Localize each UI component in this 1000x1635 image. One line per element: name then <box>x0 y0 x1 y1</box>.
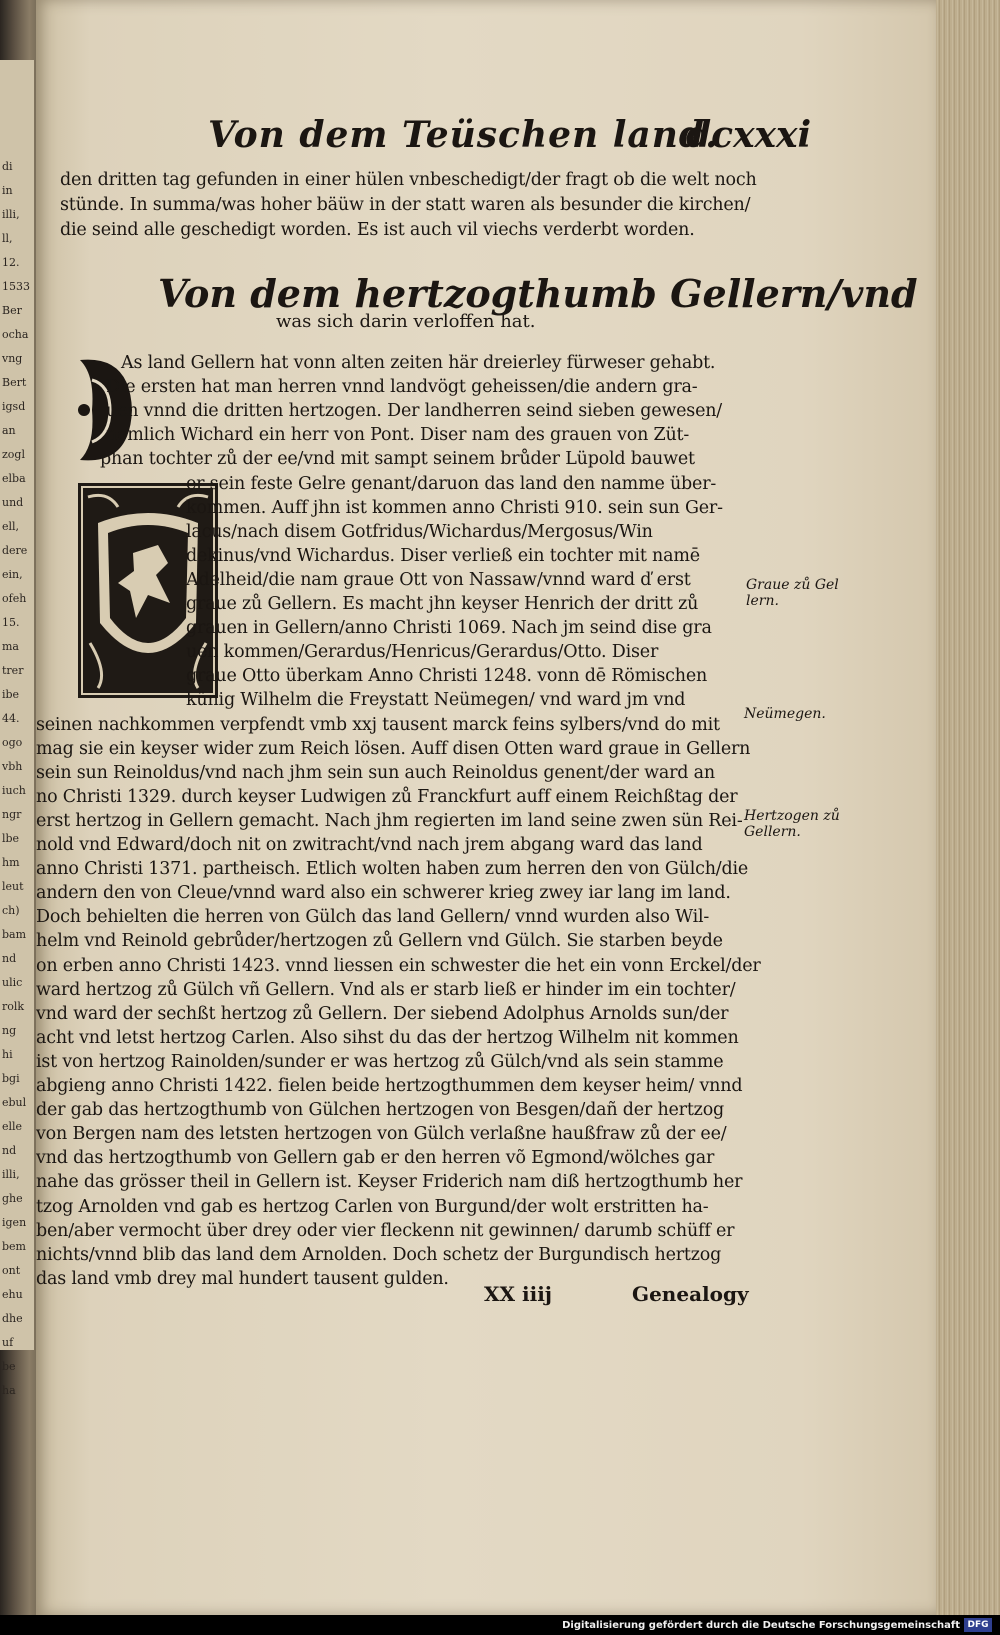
body-line: nichts/vnnd blib das land dem Arnolden. Doch schetz der Burgundisch hertzog <box>36 1244 722 1265</box>
facing-page-fragment: vng <box>2 352 23 365</box>
facing-page-fragment: ehu <box>2 1288 23 1301</box>
body-line: grauen in Gellern/anno Christi 1069. Nach jm seind dise gra <box>186 618 712 639</box>
facing-page-fragment: 12. <box>2 256 20 269</box>
facing-page-fragment: trer <box>2 664 24 677</box>
intro-line: den dritten tag gefunden in einer hülen vnbeschedigt/der fragt ob die welt noch <box>60 170 757 190</box>
facing-page-fragment: leut <box>2 880 24 893</box>
body-line: vnd ward der sechßt hertzog zů Gellern. Der siebend Adolphus Arnolds sun/der <box>36 1003 729 1024</box>
body-line: graue zů Gellern. Es macht jhn keyser Henrich der dritt zů <box>186 594 699 614</box>
facing-page-fragment: Ber <box>2 304 22 317</box>
facing-page-fragment: elba <box>2 472 26 485</box>
facing-page-fragment: ebul <box>2 1096 27 1109</box>
facing-page-fragment: lbe <box>2 832 20 845</box>
body-line: tzog Arnolden vnd gab es hertzog Carlen von Burgund/der wolt erstritten ha- <box>36 1196 709 1217</box>
facing-page-fragment: dhe <box>2 1312 23 1325</box>
facing-page-fragment: dere <box>2 544 28 557</box>
facing-page-fragment: di <box>2 160 13 173</box>
body-line: dekinus/vnd Wichardus. Diser verließ ein tochter mit namē <box>186 545 700 566</box>
dfg-logo: DFG <box>964 1618 992 1632</box>
section-subtitle: was sich darin verloffen hat. <box>276 311 536 332</box>
intro-line: die seind alle geschedigt worden. Es ist auch vil viechs verderbt worden. <box>60 220 695 240</box>
facing-page-fragment: in <box>2 184 13 197</box>
facing-page-fragment: rolk <box>2 1000 25 1013</box>
margin-note-hertzogen: Hertzogen zů Gellern. <box>744 808 840 840</box>
facing-page-fragment: igsd <box>2 400 26 413</box>
body-line: nemlich Wichard ein herr von Pont. Diser nam des grauen von Züt- <box>106 425 690 446</box>
facing-page-fragment: ha <box>2 1384 16 1397</box>
body-line: anno Christi 1371. partheisch. Etlich wolten haben zum herren den von Gülch/die <box>36 859 749 880</box>
body-line: ben/aber vermocht über drey oder vier fleckenn nit gewinnen/ darumb schüff er <box>36 1220 735 1241</box>
facing-page-fragment: bgi <box>2 1072 20 1085</box>
body-line: der gab das hertzogthumb von Gülchen hertzogen von Besgen/dañ der hertzog <box>36 1100 725 1121</box>
body-line: abgieng anno Christi 1422. fielen beide hertzogthummen dem keyser heim/ vnnd <box>36 1076 743 1096</box>
body-line: ward hertzog zů Gülch vñ Gellern. Vnd als er starb ließ er hinder im ein tochter/ <box>36 979 736 1000</box>
body-line: künig Wilhelm die Freystatt Neümegen/ vnd ward jm vnd <box>186 690 686 711</box>
facing-page-fragment: 44. <box>2 712 20 725</box>
body-line: seinen nachkommen verpfendt vmb xxj tausent marck feins sylbers/vnd do mit <box>36 714 720 735</box>
body-line: erst hertzog in Gellern gemacht. Nach jhm regierten im land seine zwen sün Rei- <box>36 810 743 831</box>
facing-page-fragment: vbh <box>2 760 23 773</box>
body-line: das land vmb drey mal hundert tausent gulden. <box>36 1268 449 1289</box>
body-line: uen kommen/Gerardus/Henricus/Gerardus/Otto. Diser <box>186 642 659 663</box>
facing-page-fragment: nd <box>2 1144 17 1157</box>
facing-page-fragment: ngr <box>2 808 22 821</box>
catchword: Genealogy <box>632 1282 749 1306</box>
facing-page-fragment: ll, <box>2 232 13 245</box>
page-stack-edge <box>936 0 1000 1615</box>
facing-page-fragment: bam <box>2 928 27 941</box>
facing-page-fragment: zogl <box>2 448 25 461</box>
body-line: er sein feste Gelre genant/daruon das land den namme über- <box>186 473 717 494</box>
facing-page-fragment: ch) <box>2 904 20 917</box>
facing-page-fragment: igen <box>2 1216 27 1229</box>
body-line: andern den von Cleue/vnnd ward also ein schwerer krieg zwey iar lang im land. <box>36 883 731 904</box>
facing-page-fragment: und <box>2 496 24 509</box>
facing-page-fragment: bem <box>2 1240 26 1253</box>
body-line: on erben anno Christi 1423. vnnd liessen ein schwester die het ein vonn Erckel/der <box>36 955 761 976</box>
body-line: lacus/nach disem Gotfridus/Wichardus/Mergosus/Win <box>186 521 653 542</box>
facing-page-fragment: iuch <box>2 784 26 797</box>
body-line: nahe das grösser theil in Gellern ist. Keyser Friderich nam diß hertzogthumb her <box>36 1172 743 1193</box>
folio-number: dcxxxi <box>686 114 812 156</box>
facing-page-fragment: ell, <box>2 520 20 533</box>
section-title: Von dem hertzogthumb Gellern/vnd <box>158 271 918 316</box>
facing-page-fragment: ma <box>2 640 19 653</box>
facing-page-fragment: uf <box>2 1336 14 1349</box>
margin-note-graue: Graue zů Gel lern. <box>746 577 839 609</box>
facing-page-fragment: nd <box>2 952 17 965</box>
facing-page-fragment: ein, <box>2 568 23 581</box>
facing-page-fragment: hi <box>2 1048 13 1061</box>
facing-page-fragment: ng <box>2 1024 17 1037</box>
body-line: graue Otto überkam Anno Christi 1248. vonn dē Römischen <box>186 666 708 687</box>
body-line: helm vnd Reinold gebrůder/hertzogen zů Gellern vnd Gülch. Sie starben beyde <box>36 931 723 952</box>
body-line: As land Gellern hat vonn alten zeiten här dreierley fürweser gehabt. <box>121 353 716 373</box>
facing-page-fragment: ulic <box>2 976 23 989</box>
body-line: phan tochter zů der ee/vnd mit sampt seinem brůder Lüpold bauwet <box>100 449 695 470</box>
margin-note-neumegen: Neümegen. <box>744 706 826 722</box>
body-line: ist von hertzog Rainolden/sunder er was hertzog zů Gülch/vnd als sein stamme <box>36 1051 724 1072</box>
body-line: nold vnd Edward/doch nit on zwitracht/vnd nach jrem abgang ward das land <box>36 835 703 855</box>
facing-page-fragment: an <box>2 424 16 437</box>
body-line: von Bergen nam des letsten hertzogen von Gülch verlaßne haußfraw zů der ee/ <box>36 1124 727 1145</box>
digitization-credit: Digitalisierung gefördert durch die Deutsche Forschungsgemeinschaft <box>562 1620 960 1631</box>
facing-page-fragment: ont <box>2 1264 21 1277</box>
facing-page-fragment: ibe <box>2 688 20 701</box>
intro-line: stünde. In summa/was hoher bäüw in der statt waren als besunder die kirchen/ <box>60 195 751 215</box>
facing-page-fragment: 15. <box>2 616 20 629</box>
body-line: Die ersten hat man herren vnnd landvögt geheissen/die andern gra- <box>106 377 698 398</box>
body-line: acht vnd letst hertzog Carlen. Also sihst du das der hertzog Wilhelm nit kommen <box>36 1027 739 1048</box>
body-line: mag sie ein keyser wider zum Reich lösen. Auff disen Otten ward graue in Gellern <box>36 738 751 759</box>
body-line: Adelheid/die nam graue Ott von Nassaw/vnnd ward ď erst <box>186 569 691 590</box>
facing-page-fragment: illi, <box>2 1168 20 1181</box>
body-line: kommen. Auff jhn ist kommen anno Christi 910. sein sun Ger- <box>186 497 723 518</box>
facing-page-fragment: hm <box>2 856 20 869</box>
facing-page-fragment: ghe <box>2 1192 23 1205</box>
facing-page-fragment: ocha <box>2 328 29 341</box>
body-line: no Christi 1329. durch keyser Ludwigen zů Franckfurt auff einem Reichßtag der <box>36 786 738 807</box>
running-head: Von dem Teüschen land. <box>208 114 719 156</box>
facing-page-fragment: 1533 <box>2 280 30 293</box>
facing-page-fragment: Bert <box>2 376 27 389</box>
body-line: uen vnnd die dritten hertzogen. Der landherren seind sieben gewesen/ <box>106 401 722 422</box>
facing-page-fragment: ogo <box>2 736 23 749</box>
facing-page-fragment: elle <box>2 1120 23 1133</box>
facing-page-fragment: illi, <box>2 208 20 221</box>
book-page <box>36 0 936 1615</box>
signature-mark: XX iiij <box>484 1282 553 1306</box>
facing-page-fragment: ofeh <box>2 592 27 605</box>
body-line: Doch behielten die herren von Gülch das land Gellern/ vnnd wurden also Wil- <box>36 907 710 928</box>
body-line: vnd das hertzogthumb von Gellern gab er den herren võ Egmond/wölches gar <box>36 1148 715 1169</box>
facing-page-edge <box>0 60 34 1397</box>
facing-page-fragment: be <box>2 1360 16 1373</box>
body-line: sein sun Reinoldus/vnd nach jhm sein sun auch Reinoldus genent/der ward an <box>36 762 715 783</box>
